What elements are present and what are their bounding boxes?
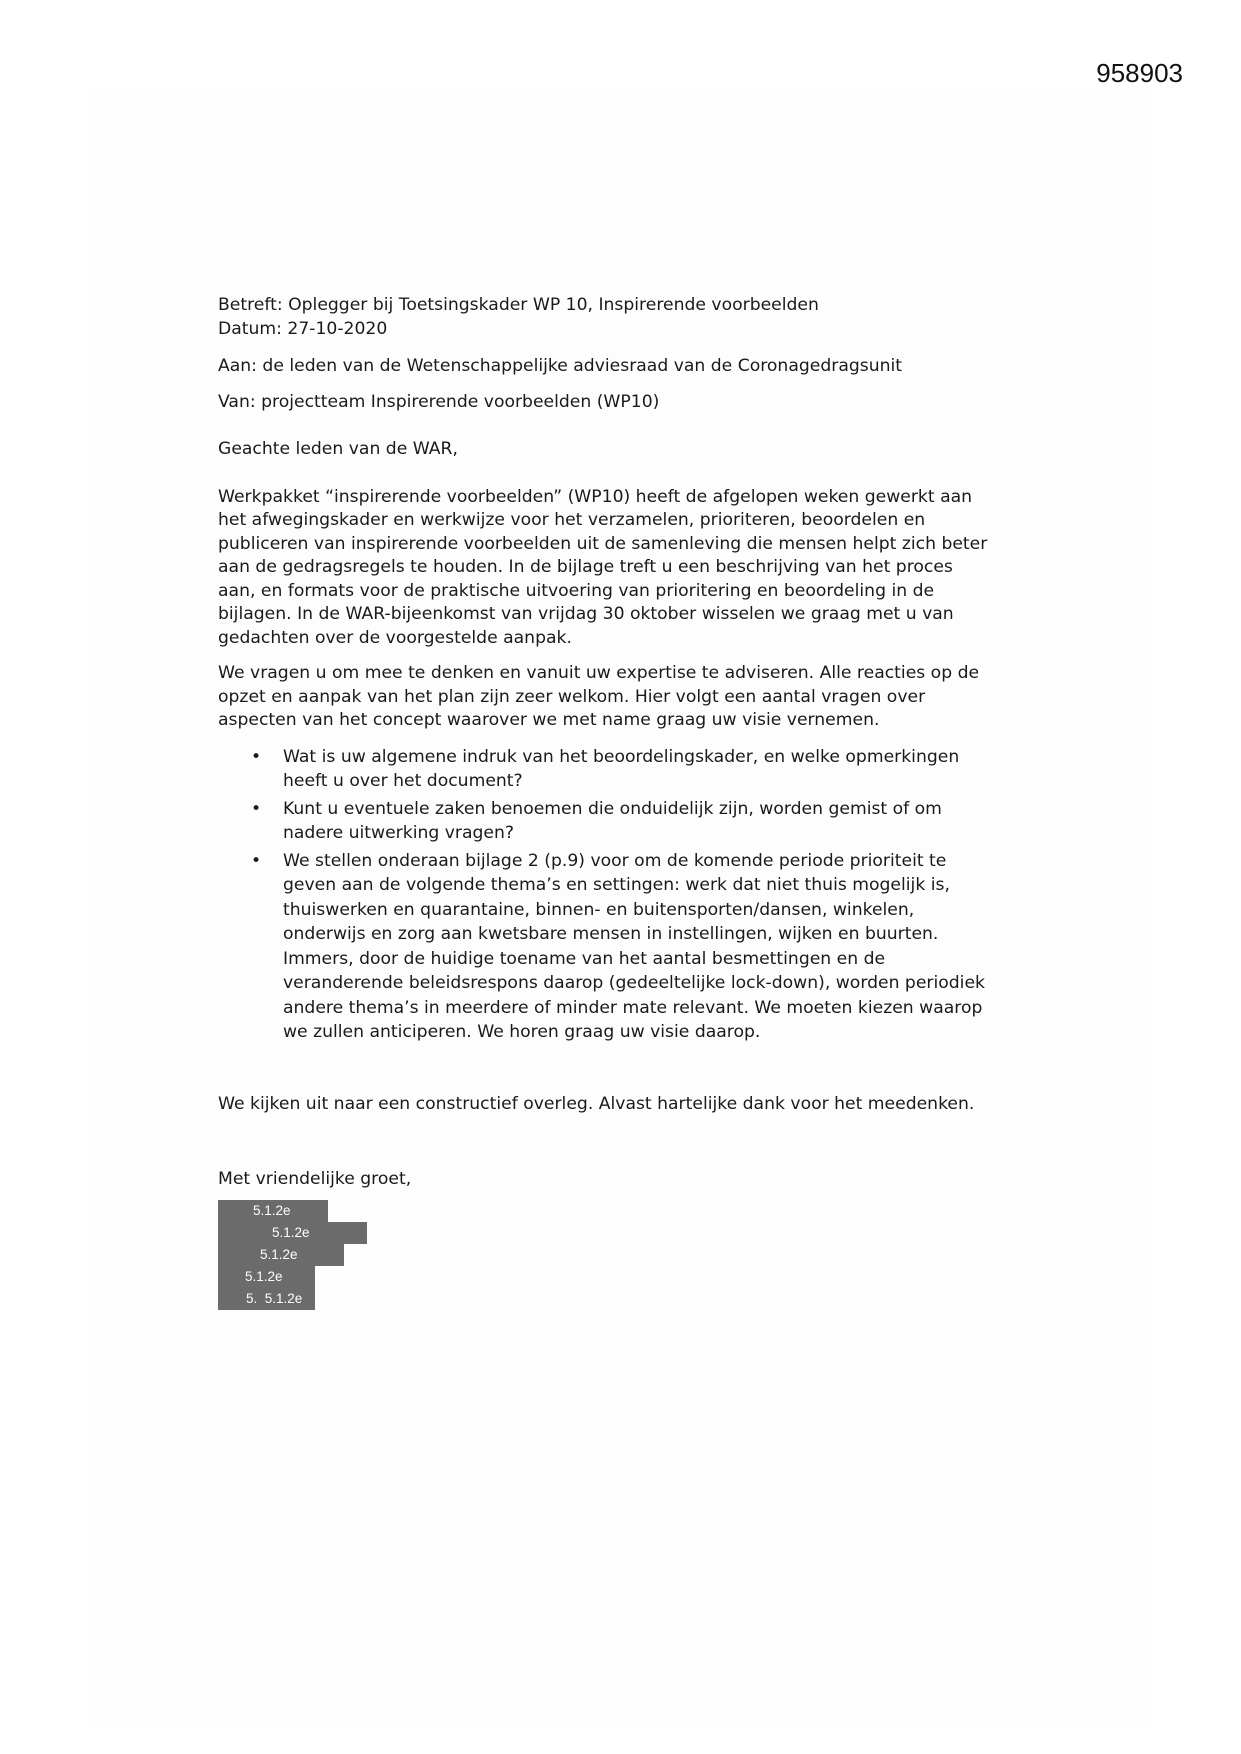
list-item (218, 745, 1038, 794)
sender-line: Van: projectteam Inspirerende voorbeelden (WP10) (218, 391, 660, 412)
paragraph-line: bijlagen. In de WAR-bijeenkomst van vrijdag 30 oktober wisselen we graag met u van (218, 604, 954, 624)
redaction-box: 5.1.2e (218, 1222, 367, 1244)
redacted-signature (218, 1200, 1038, 1310)
closing-sentence: We kijken uit naar een constructief overleg. Alvast hartelijke dank voor het meedenken. (218, 1093, 975, 1114)
paragraph-line: publiceren van inspirerende voorbeelden uit de samenleving die mensen helpt zich beter (218, 533, 988, 554)
list-item-line: geven aan de volgende thema’s en settingen: werk dat niet thuis mogelijk is, (283, 875, 950, 895)
subject-line: Betreft: Oplegger bij Toetsingskader WP 10, Inspirerende voorbeelden (218, 295, 819, 315)
list-item-line: Immers, door de huidige toename van het aantal besmettingen en de (283, 948, 886, 969)
question-list (218, 745, 1038, 1045)
paragraph-line: Werkpakket “inspirerende voorbeelden” (WP10) heeft de afgelopen weken gewerkt aan (218, 486, 973, 507)
paragraph-request (218, 662, 1038, 733)
list-item-line: nadere uitwerking vragen? (283, 823, 515, 843)
paragraph-line: opzet en aanpak van het plan zijn zeer welkom. Hier volgt een aantal vragen over (218, 686, 926, 707)
list-item-line: Kunt u eventuele zaken benoemen die onduidelijk zijn, worden gemist of om (283, 798, 942, 819)
letter-body (218, 294, 1038, 1310)
list-item-line: we zullen anticiperen. We horen graag uw visie daarop. (283, 1022, 761, 1042)
list-item-line: thuiswerken en quarantaine, binnen- en buitensporten/dansen, winkelen, (283, 899, 915, 920)
letter-header (218, 294, 1038, 341)
paragraph-line: We vragen u om mee te denken en vanuit uw expertise te adviseren. Alle reacties op de (218, 663, 980, 683)
list-item (218, 849, 1038, 1045)
list-item (218, 797, 1038, 846)
list-item-line: onderwijs en zorg aan kwetsbare mensen in instellingen, wijken en buurten. (283, 924, 939, 944)
redaction-box: 5.1.2e (218, 1266, 315, 1288)
list-item-line: Wat is uw algemene indruk van het beoordelingskader, en welke opmerkingen (283, 746, 960, 767)
bullet-icon: • (251, 850, 262, 871)
redaction-box: 5. 5.1.2e (218, 1288, 315, 1310)
paragraph-line: het afwegingskader en werkwijze voor het verzamelen, prioriteren, beoordelen en (218, 510, 926, 530)
bullet-icon: • (251, 746, 262, 767)
recipient-line: Aan: de leden van de Wetenschappelijke adviesraad van de Coronagedragsunit (218, 356, 903, 376)
paragraph-line: gedachten over de voorgestelde aanpak. (218, 627, 572, 648)
redaction-box: 5.1.2e (218, 1244, 344, 1266)
document-number: 958903 (1096, 58, 1183, 88)
list-item-line: andere thema’s in meerdere of minder mate relevant. We moeten kiezen waarop (283, 997, 983, 1018)
paragraph-intro (218, 486, 1038, 651)
redaction-box: 5.1.2e (218, 1200, 328, 1222)
date-line: Datum: 27-10-2020 (218, 318, 388, 339)
paragraph-line: aan, en formats voor de praktische uitvoering van prioritering en beoordeling in de (218, 580, 935, 601)
greeting: Met vriendelijke groet, (218, 1169, 412, 1189)
list-item-line: veranderende beleidsrespons daarop (gedeeltelijke lock-down), worden periodiek (283, 973, 985, 993)
paragraph-line: aan de gedragsregels te houden. In de bijlage treft u een beschrijving van het proces (218, 557, 953, 577)
paragraph-line: aspecten van het concept waarover we met name graag uw visie vernemen. (218, 710, 880, 730)
list-item-line: We stellen onderaan bijlage 2 (p.9) voor om de komende periode prioriteit te (283, 850, 947, 871)
bullet-icon: • (251, 798, 262, 819)
salutation: Geachte leden van de WAR, (218, 439, 458, 459)
list-item-line: heeft u over het document? (283, 771, 523, 791)
